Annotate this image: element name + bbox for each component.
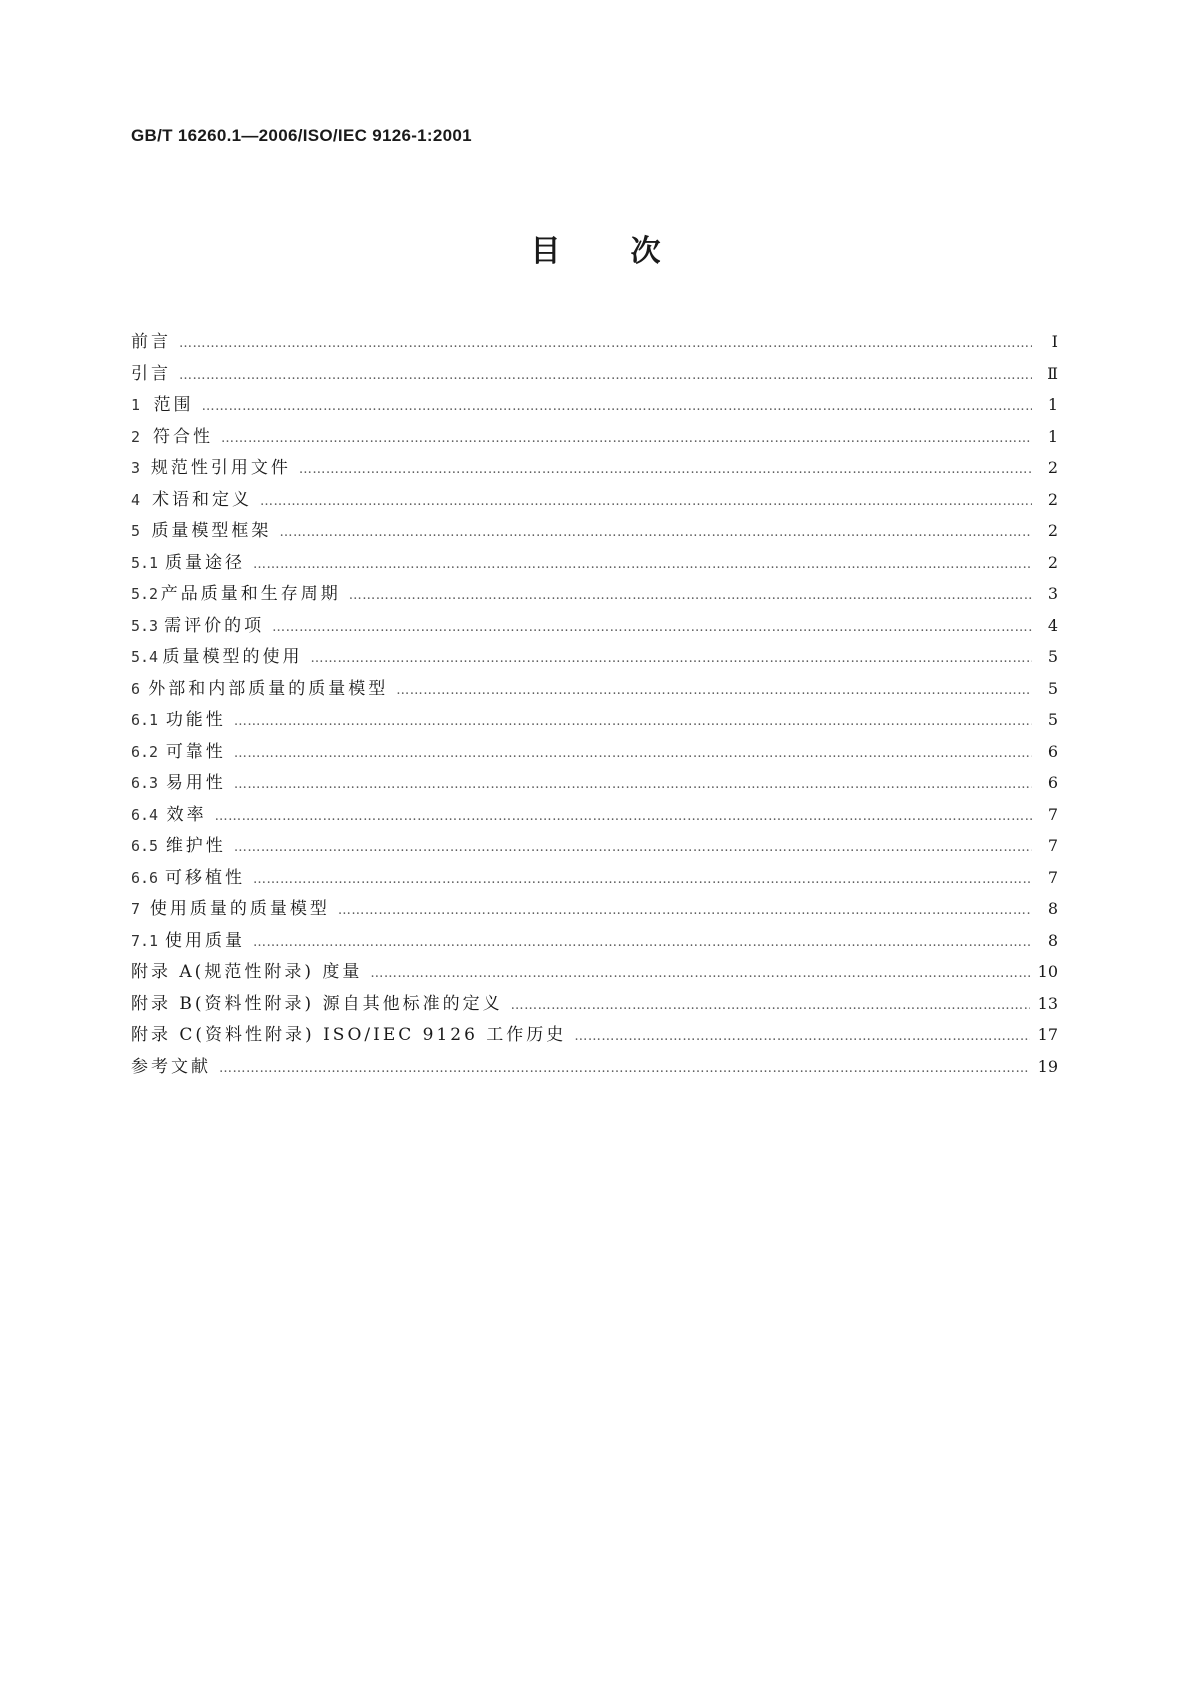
toc-label: 附录 C(资料性附录) ISO/IEC 9126 工作历史 xyxy=(131,1025,567,1045)
toc-entry[interactable] xyxy=(131,421,1058,453)
leader-dots xyxy=(260,486,1032,518)
leader-dots xyxy=(221,423,1032,455)
toc-number: 6.2 xyxy=(131,742,159,761)
leader-dots xyxy=(349,580,1032,612)
toc-label: 术语和定义 xyxy=(151,489,252,510)
toc-page: 8 xyxy=(1047,899,1058,918)
toc-number: 6.3 xyxy=(131,774,159,792)
toc-number: 5.1 xyxy=(131,553,159,572)
toc-page: 1 xyxy=(1047,395,1058,414)
toc-label: 功能性 xyxy=(165,710,226,730)
toc-entry[interactable] xyxy=(131,673,1058,705)
leader-dots xyxy=(299,454,1032,486)
toc-number: 5.4 xyxy=(131,648,159,666)
leader-dots xyxy=(179,360,1032,392)
toc-entry[interactable] xyxy=(131,830,1058,862)
toc-entry[interactable] xyxy=(131,578,1058,610)
toc-number: 2 xyxy=(131,427,141,446)
toc-label: 使用质量的质量模型 xyxy=(149,899,330,919)
toc-number: 6.4 xyxy=(131,805,159,824)
toc-entry[interactable] xyxy=(131,956,1058,988)
toc-label: 质量途径 xyxy=(164,552,245,573)
toc-label: 维护性 xyxy=(165,836,226,856)
toc-label: 效率 xyxy=(166,804,207,825)
toc-entry[interactable] xyxy=(131,1019,1058,1051)
toc-label: 参考文献 xyxy=(131,1056,211,1077)
toc-label: 附录 A(规范性附录) 度量 xyxy=(131,962,363,982)
toc-label: 范围 xyxy=(153,395,194,415)
toc-number: 7.1 xyxy=(131,931,159,950)
toc-label: 外部和内部质量的质量模型 xyxy=(148,678,389,699)
toc-page: 5 xyxy=(1047,647,1058,666)
toc-entry[interactable] xyxy=(131,358,1058,390)
toc-label: 易用性 xyxy=(165,773,226,793)
toc-page: 2 xyxy=(1047,521,1058,540)
toc-entry[interactable] xyxy=(131,862,1058,894)
leader-dots xyxy=(215,801,1032,833)
toc-label: 质量模型的使用 xyxy=(162,647,303,667)
toc-number: 4 xyxy=(131,490,141,509)
toc-entry[interactable] xyxy=(131,389,1058,421)
toc-label: 质量模型框架 xyxy=(151,521,272,541)
toc-number: 1 xyxy=(131,396,141,414)
leader-dots xyxy=(234,706,1032,738)
toc-label: 产品质量和生存周期 xyxy=(160,584,341,604)
title-char-2: 次 xyxy=(630,234,661,269)
toc-entry[interactable] xyxy=(131,452,1058,484)
toc-number: 7 xyxy=(131,900,141,918)
toc-page: 1 xyxy=(1047,426,1058,446)
toc-page: 6 xyxy=(1047,741,1058,761)
page-title xyxy=(0,226,1191,270)
toc-page: 8 xyxy=(1047,930,1058,950)
toc-entry[interactable] xyxy=(131,799,1058,831)
leader-dots xyxy=(253,864,1032,896)
document-header xyxy=(131,126,472,146)
toc-entry[interactable] xyxy=(131,484,1058,516)
toc-page: 2 xyxy=(1047,552,1058,572)
toc-entry[interactable] xyxy=(131,925,1058,957)
toc-page: 3 xyxy=(1047,584,1058,603)
toc-label: 附录 B(资料性附录) 源自其他标准的定义 xyxy=(131,993,503,1014)
toc-entry[interactable] xyxy=(131,893,1058,925)
toc-page: 2 xyxy=(1047,458,1058,477)
toc-label: 引言 xyxy=(131,363,171,384)
toc-number: 5.3 xyxy=(131,616,159,635)
toc-page: 2 xyxy=(1047,489,1058,509)
leader-dots xyxy=(310,643,1032,675)
title-char-1: 目 xyxy=(530,234,561,269)
table-of-contents xyxy=(131,326,1058,1082)
toc-number: 6.6 xyxy=(131,868,159,887)
toc-number: 5.2 xyxy=(131,585,159,603)
leader-dots xyxy=(370,958,1029,990)
toc-page: 5 xyxy=(1047,710,1058,729)
leader-dots xyxy=(253,549,1032,581)
toc-label: 可移植性 xyxy=(164,867,245,888)
toc-page: 19 xyxy=(1037,1056,1058,1076)
toc-label: 可靠性 xyxy=(165,741,226,762)
leader-dots xyxy=(574,1021,1029,1053)
toc-page: 13 xyxy=(1037,993,1058,1013)
toc-entry[interactable] xyxy=(131,1051,1058,1083)
leader-dots xyxy=(234,769,1032,801)
standard-code: GB/T 16260.1—2006/ISO/IEC 9126-1:2001 xyxy=(131,126,472,145)
toc-entry[interactable] xyxy=(131,547,1058,579)
toc-entry[interactable] xyxy=(131,515,1058,547)
leader-dots xyxy=(179,328,1032,360)
toc-number: 6.1 xyxy=(131,711,159,729)
toc-page: 6 xyxy=(1047,773,1058,792)
toc-page: 5 xyxy=(1047,678,1058,698)
toc-number: 5 xyxy=(131,522,141,540)
toc-entry[interactable] xyxy=(131,610,1058,642)
leader-dots xyxy=(219,1053,1030,1085)
toc-entry[interactable] xyxy=(131,736,1058,768)
toc-page: 4 xyxy=(1047,615,1058,635)
leader-dots xyxy=(253,927,1032,959)
leader-dots xyxy=(279,517,1032,549)
leader-dots xyxy=(272,612,1032,644)
toc-number: 6.5 xyxy=(131,837,159,855)
toc-page: 7 xyxy=(1047,836,1058,855)
toc-label: 符合性 xyxy=(153,426,214,447)
toc-entry[interactable] xyxy=(131,767,1058,799)
toc-number: 6 xyxy=(131,679,141,698)
toc-entry[interactable] xyxy=(131,704,1058,736)
toc-entry[interactable] xyxy=(131,988,1058,1020)
toc-page: 7 xyxy=(1047,867,1058,887)
leader-dots xyxy=(234,832,1032,864)
toc-page: 17 xyxy=(1037,1025,1058,1044)
leader-dots xyxy=(511,990,1030,1022)
toc-label: 使用质量 xyxy=(164,930,245,951)
toc-page: Ⅱ xyxy=(1047,363,1058,383)
toc-label: 需评价的项 xyxy=(164,615,265,636)
toc-page: Ⅰ xyxy=(1051,332,1058,351)
leader-dots xyxy=(202,391,1032,423)
toc-label: 规范性引用文件 xyxy=(150,458,291,478)
leader-dots xyxy=(234,738,1032,770)
toc-entry[interactable] xyxy=(131,641,1058,673)
toc-label: 前言 xyxy=(131,332,171,352)
leader-dots xyxy=(396,675,1032,707)
toc-page: 10 xyxy=(1037,962,1058,981)
toc-entry[interactable] xyxy=(131,326,1058,358)
leader-dots xyxy=(338,895,1032,927)
toc-page: 7 xyxy=(1047,804,1058,824)
toc-number: 3 xyxy=(131,459,141,477)
